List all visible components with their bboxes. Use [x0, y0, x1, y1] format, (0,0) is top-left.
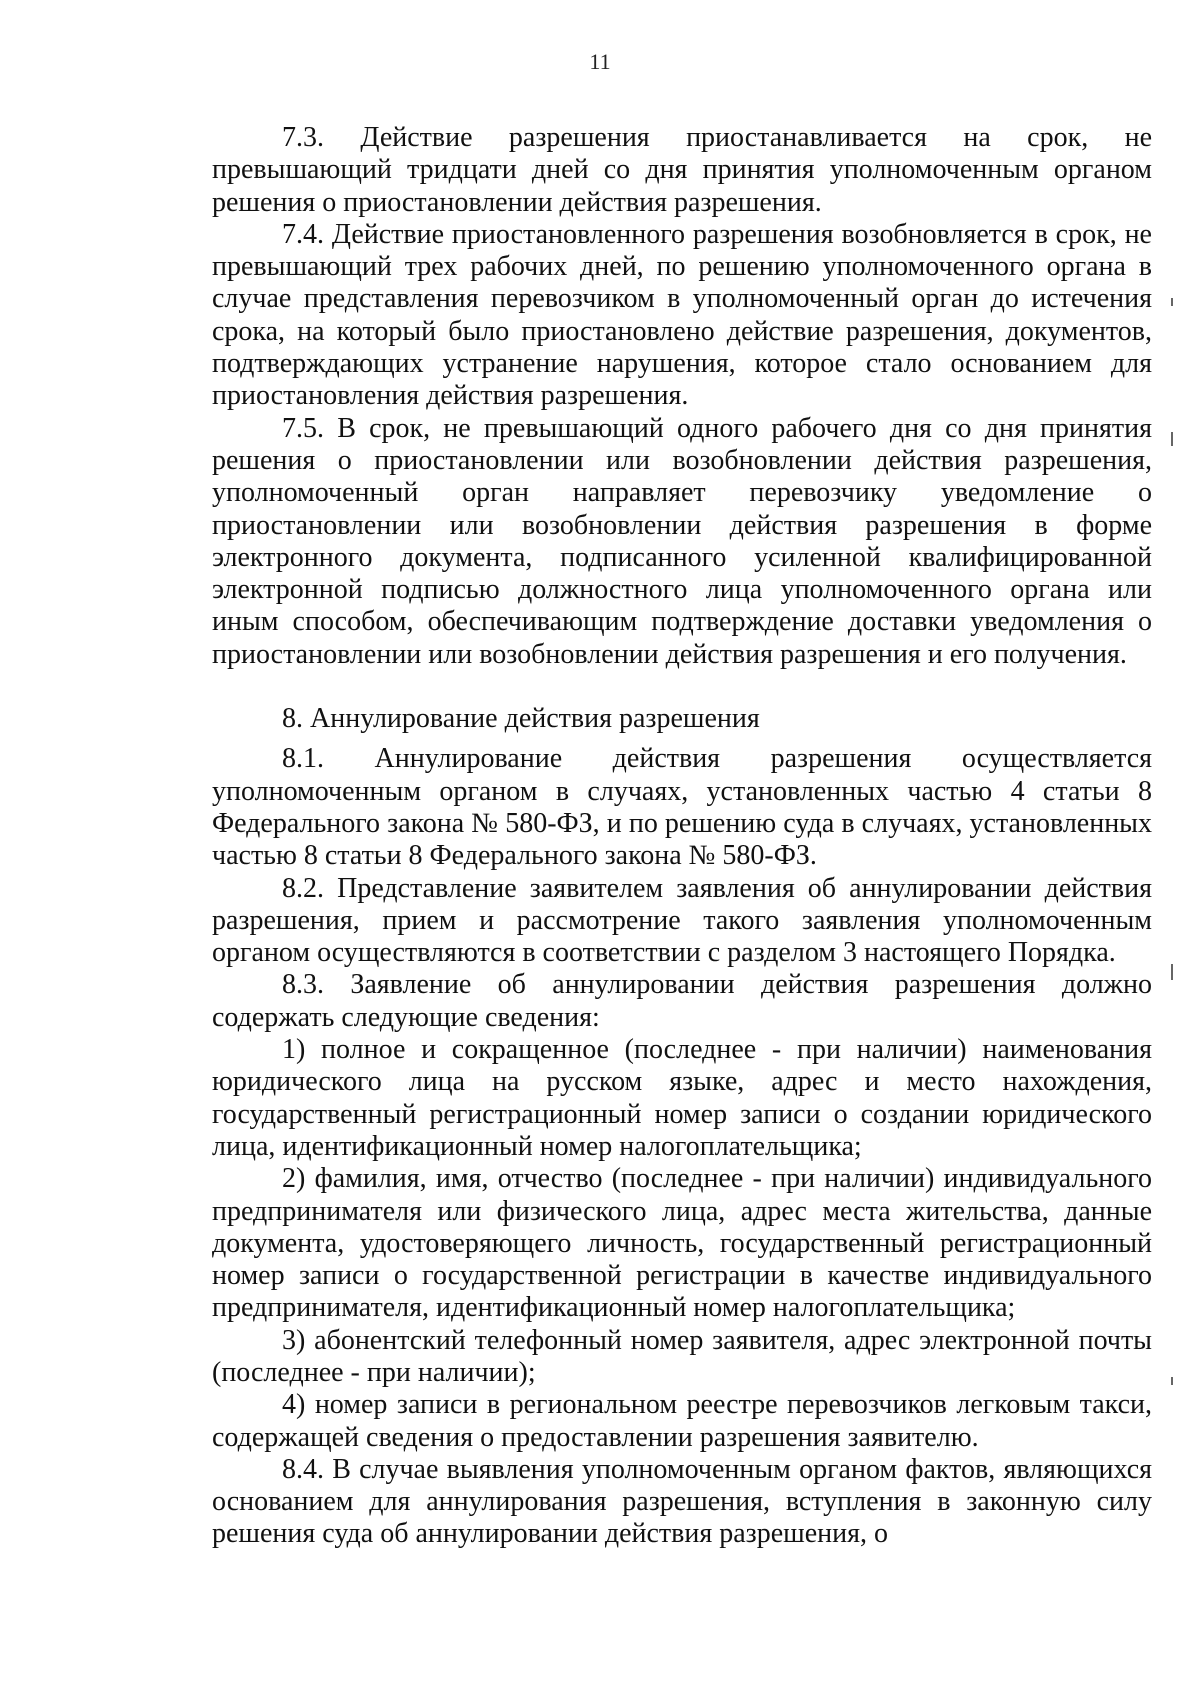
paragraph-8-3-item-1: 1) полное и сокращенное (последнее - при наличии) наименования юридического лица на русском языке, адрес и место нахождения, государственный регистрационный номер записи о создании юридического лица, идентификационный номер налогоплательщика;	[212, 1034, 1152, 1162]
paragraph-7-4: 7.4. Действие приостановленного разрешения возобновляется в срок, не превышающий трех рабочих дней, по решению уполномоченного органа в случае представления перевозчиком в уполномоченный орган до истечения срока, на который было приостановлено действие разрешения, документов, подтверждающих устранение нарушения, которое стало основанием для приостановления действия разрешения.	[212, 218, 1152, 412]
document-body	[212, 122, 1152, 1551]
paragraph-7-3: 7.3. Действие разрешения приостанавливается на срок, не превышающий тридцати дней со дня принятия уполномоченным органом решения о приостановлении действия разрешения.	[212, 122, 1152, 218]
paragraph-7-5: 7.5. В срок, не превышающий одного рабочего дня со дня принятия решения о приостановлении или возобновлении действия разрешения, уполномоченный орган направляет перевозчику уведомление о приостановлении или возобновлении действия разрешения в форме электронного документа, подписанного усиленной квалифицированной электронной подписью должностного лица уполномоченного органа или иным способом, обеспечивающим подтверждение доставки уведомления о приостановлении или возобновлении действия разрешения и его получения.	[212, 412, 1152, 670]
paragraph-8-3-item-2: 2) фамилия, имя, отчество (последнее - при наличии) индивидуального предпринимателя или физического лица, адрес места жительства, данные документа, удостоверяющего личность, государственный регистрационный номер записи о государственной регистрации в качестве индивидуального предпринимателя, идентификационный номер налогоплательщика;	[212, 1163, 1152, 1324]
section-heading-8: 8. Аннулирование действия разрешения	[282, 703, 760, 735]
scan-mark	[1171, 432, 1173, 446]
paragraph-8-2: 8.2. Представление заявителем заявления об аннулировании действия разрешения, прием и рассмотрение такого заявления уполномоченным органом осуществляются в соответствии с разделом 3 настоящего Порядка.	[212, 872, 1152, 969]
paragraph-8-3-item-3: 3) абонентский телефонный номер заявителя, адрес электронной почты (последнее - при наличии);	[212, 1324, 1152, 1388]
scan-mark	[1171, 1377, 1173, 1385]
page-number: 11	[589, 49, 611, 74]
scan-mark	[1171, 298, 1173, 306]
paragraph-8-3: 8.3. Заявление об аннулировании действия разрешения должно содержать следующие сведения:	[212, 969, 1152, 1033]
paragraph-8-4: 8.4. В случае выявления уполномоченным органом фактов, являющихся основанием для аннулирования разрешения, вступления в законную силу решения суда об аннулировании действия разрешения, о	[212, 1453, 1152, 1550]
scan-mark	[1171, 964, 1173, 980]
paragraph-8-3-item-4: 4) номер записи в региональном реестре перевозчиков легковым такси, содержащей сведения о предоставлении разрешения заявителю.	[212, 1389, 1152, 1453]
paragraph-8-1: 8.1. Аннулирование действия разрешения осуществляется уполномоченным органом в случаях, установленных частью 4 статьи 8 Федерального закона № 580-ФЗ, и по решению суда в случаях, установленных частью 8 статьи 8 Федерального закона № 580-ФЗ.	[212, 743, 1152, 872]
